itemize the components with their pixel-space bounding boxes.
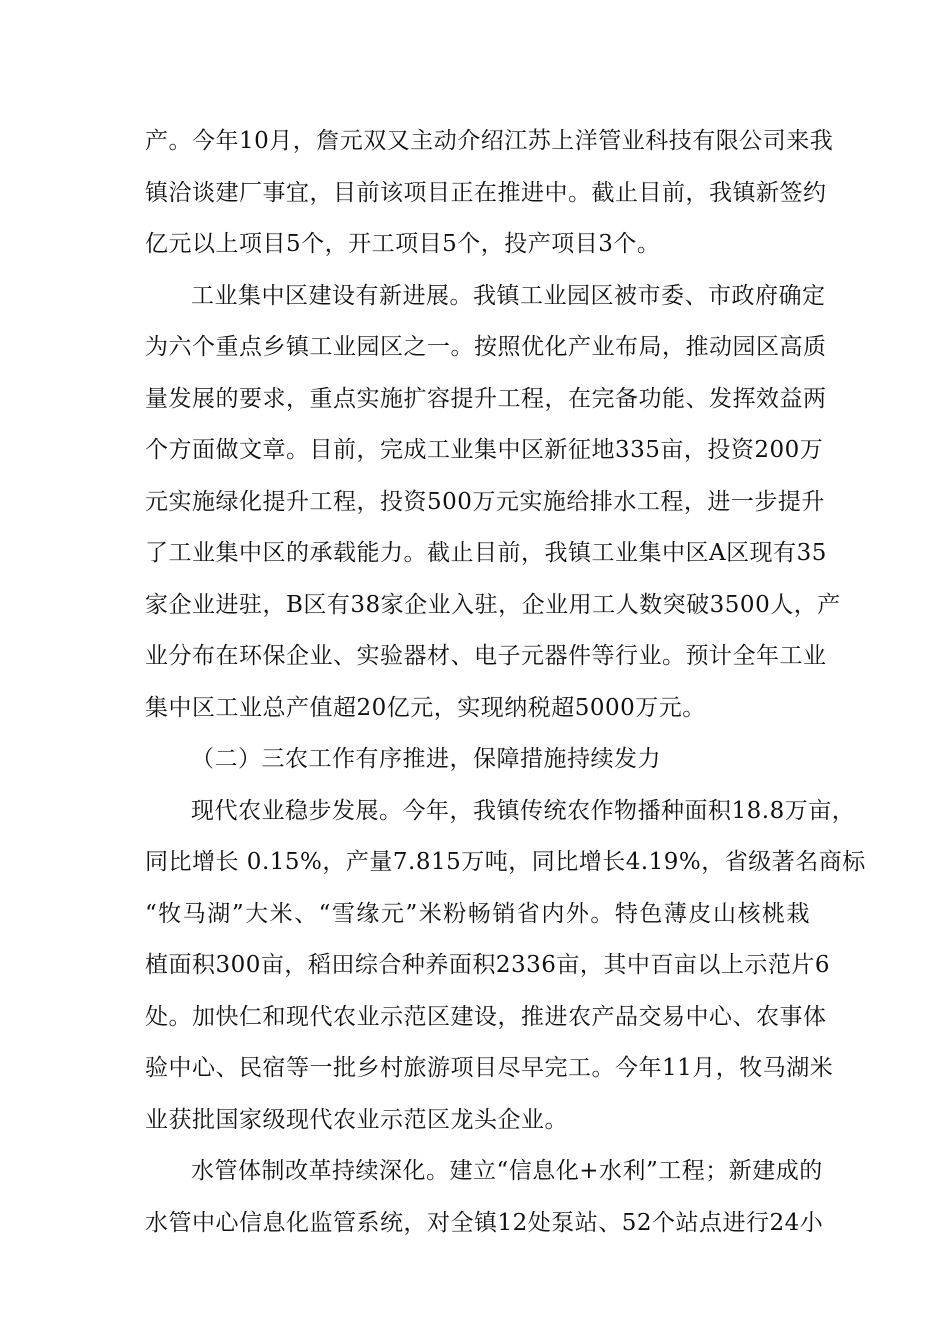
paragraph-line: 业分布在环保企业、实验器材、电子元器件等行业。预计全年工业 xyxy=(145,643,827,669)
paragraph-line: 水管体制改革持续深化。建立“信息化+水利”工程；新建成的 xyxy=(191,1158,823,1184)
paragraph-line: 亿元以上项目5个，开工项目5个，投产项目3个。 xyxy=(145,231,661,257)
document-body xyxy=(145,116,866,1249)
paragraph-line: 个方面做文章。目前，完成工业集中区新征地335亩，投资200万 xyxy=(145,437,824,463)
paragraph-line: 现代农业稳步发展。今年，我镇传统农作物播种面积18.8万亩， xyxy=(191,797,856,824)
section-heading: （二）三农工作有序推进，保障措施持续发力 xyxy=(191,746,661,772)
paragraph-line: 为六个重点乡镇工业园区之一。按照优化产业布局，推动园区高质 xyxy=(145,334,827,360)
paragraph-line: 家企业进驻，B区有38家企业入驻，企业用工人数突破3500人，产 xyxy=(145,591,841,618)
paragraph-line: 镇洽谈建厂事宜，目前该项目正在推进中。截止目前，我镇新签约 xyxy=(145,179,827,206)
paragraph-line: 验中心、民宿等一批乡村旅游项目尽早完工。今年11月，牧马湖米 xyxy=(145,1055,834,1081)
paragraph-line: 植面积300亩，稻田综合种养面积2336亩，其中百亩以上示范片6 xyxy=(145,952,831,978)
paragraph-line: 处。加快仁和现代农业示范区建设，推进农产品交易中心、农事体 xyxy=(145,1003,827,1030)
paragraph-line: 产。今年10月，詹元双又主动介绍江苏上洋管业科技有限公司来我 xyxy=(145,128,834,154)
paragraph-line: 集中区工业总产值超20亿元，实现纳税超5000万元。 xyxy=(145,694,706,721)
paragraph-line: 元实施绿化提升工程，投资500万元实施给排水工程，进一步提升 xyxy=(145,488,825,515)
paragraph-line: 水管中心信息化监管系统，对全镇12处泵站、52个站点进行24小 xyxy=(145,1209,824,1236)
paragraph-line: 同比增长 0.15%，产量7.815万吨，同比增长4.19%，省级著名商标 xyxy=(145,849,866,875)
paragraph-line: 工业集中区建设有新进展。我镇工业园区被市委、市政府确定 xyxy=(191,282,826,309)
paragraph-line: 量发展的要求，重点实施扩容提升工程，在完备功能、发挥效益两 xyxy=(145,385,827,412)
paragraph-line: “牧马湖”大米、“雪缘元”米粉畅销省内外。特色薄皮山核桃栽 xyxy=(145,900,810,927)
paragraph-line: 业获批国家级现代农业示范区龙头企业。 xyxy=(145,1106,568,1133)
paragraph-line: 了工业集中区的承载能力。截止目前，我镇工业集中区A区现有35 xyxy=(145,540,827,566)
